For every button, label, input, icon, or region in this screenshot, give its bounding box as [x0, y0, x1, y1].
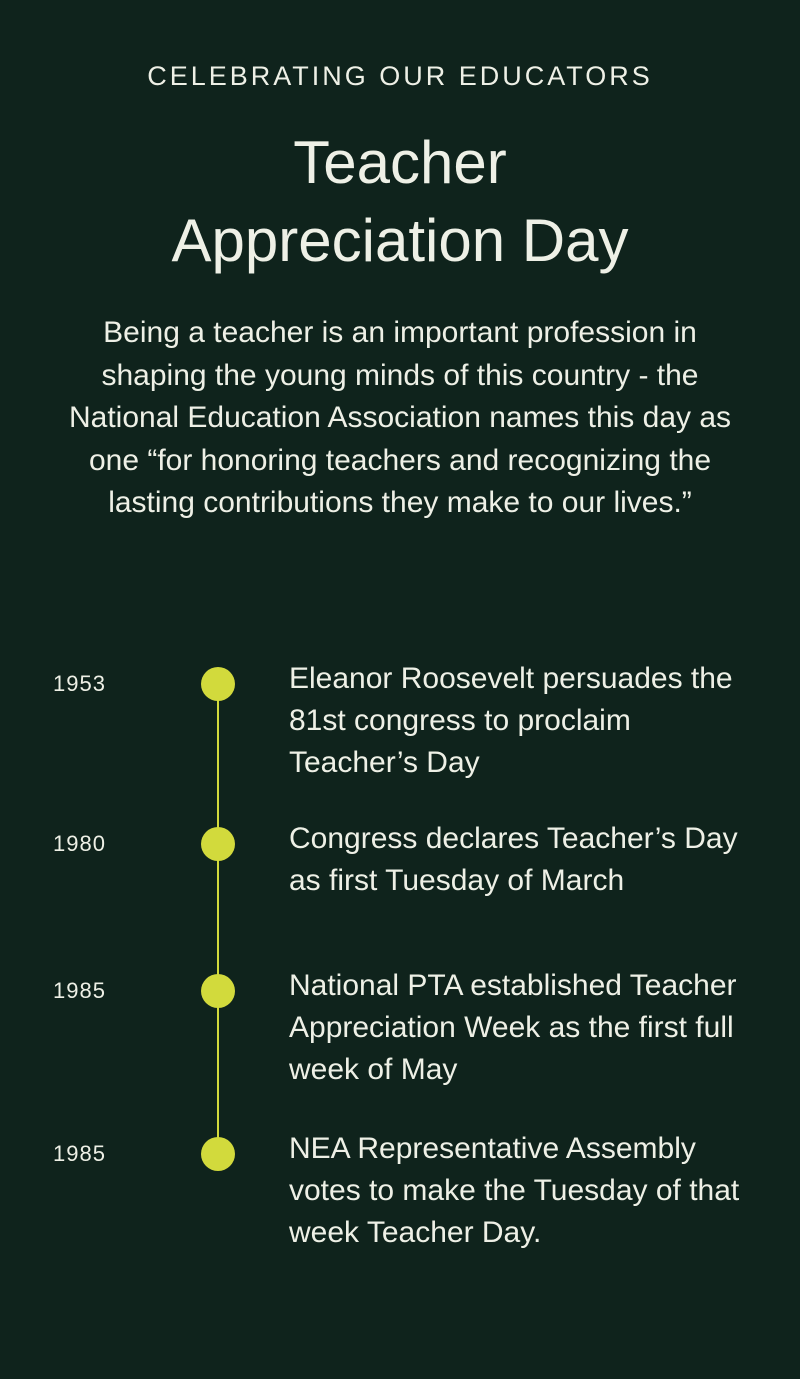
- event-year: 1985: [53, 1141, 106, 1166]
- event-description: National PTA established Teacher Appreciation Week as the first full week of May: [289, 969, 737, 1086]
- timeline-dot: [201, 1137, 235, 1171]
- event-year: 1980: [53, 831, 106, 856]
- event-year: 1953: [53, 671, 106, 696]
- intro-paragraph: Being a teacher is an important profession in shaping the young minds of this country - the National Education Association names this day as one “for honoring teachers and recognizing the lasting contributions they make to our lives.”: [68, 316, 732, 519]
- event-description: Eleanor Roosevelt persuades the 81st congress to proclaim Teacher’s Day: [289, 662, 733, 779]
- event-description: NEA Representative Assembly votes to make the Tuesday of that week Teacher Day.: [289, 1132, 740, 1249]
- timeline-line: [217, 681, 219, 1151]
- timeline-dot: [201, 974, 235, 1008]
- timeline-dot: [201, 827, 235, 861]
- title-line-2: Appreciation Day: [171, 207, 629, 274]
- eyebrow-label: CELEBRATING OUR EDUCATORS: [147, 61, 653, 91]
- event-description: Congress declares Teacher’s Day as first Tuesday of March: [289, 822, 738, 897]
- timeline-dot: [201, 667, 235, 701]
- event-year: 1985: [53, 978, 106, 1003]
- title-line-1: Teacher: [293, 129, 507, 196]
